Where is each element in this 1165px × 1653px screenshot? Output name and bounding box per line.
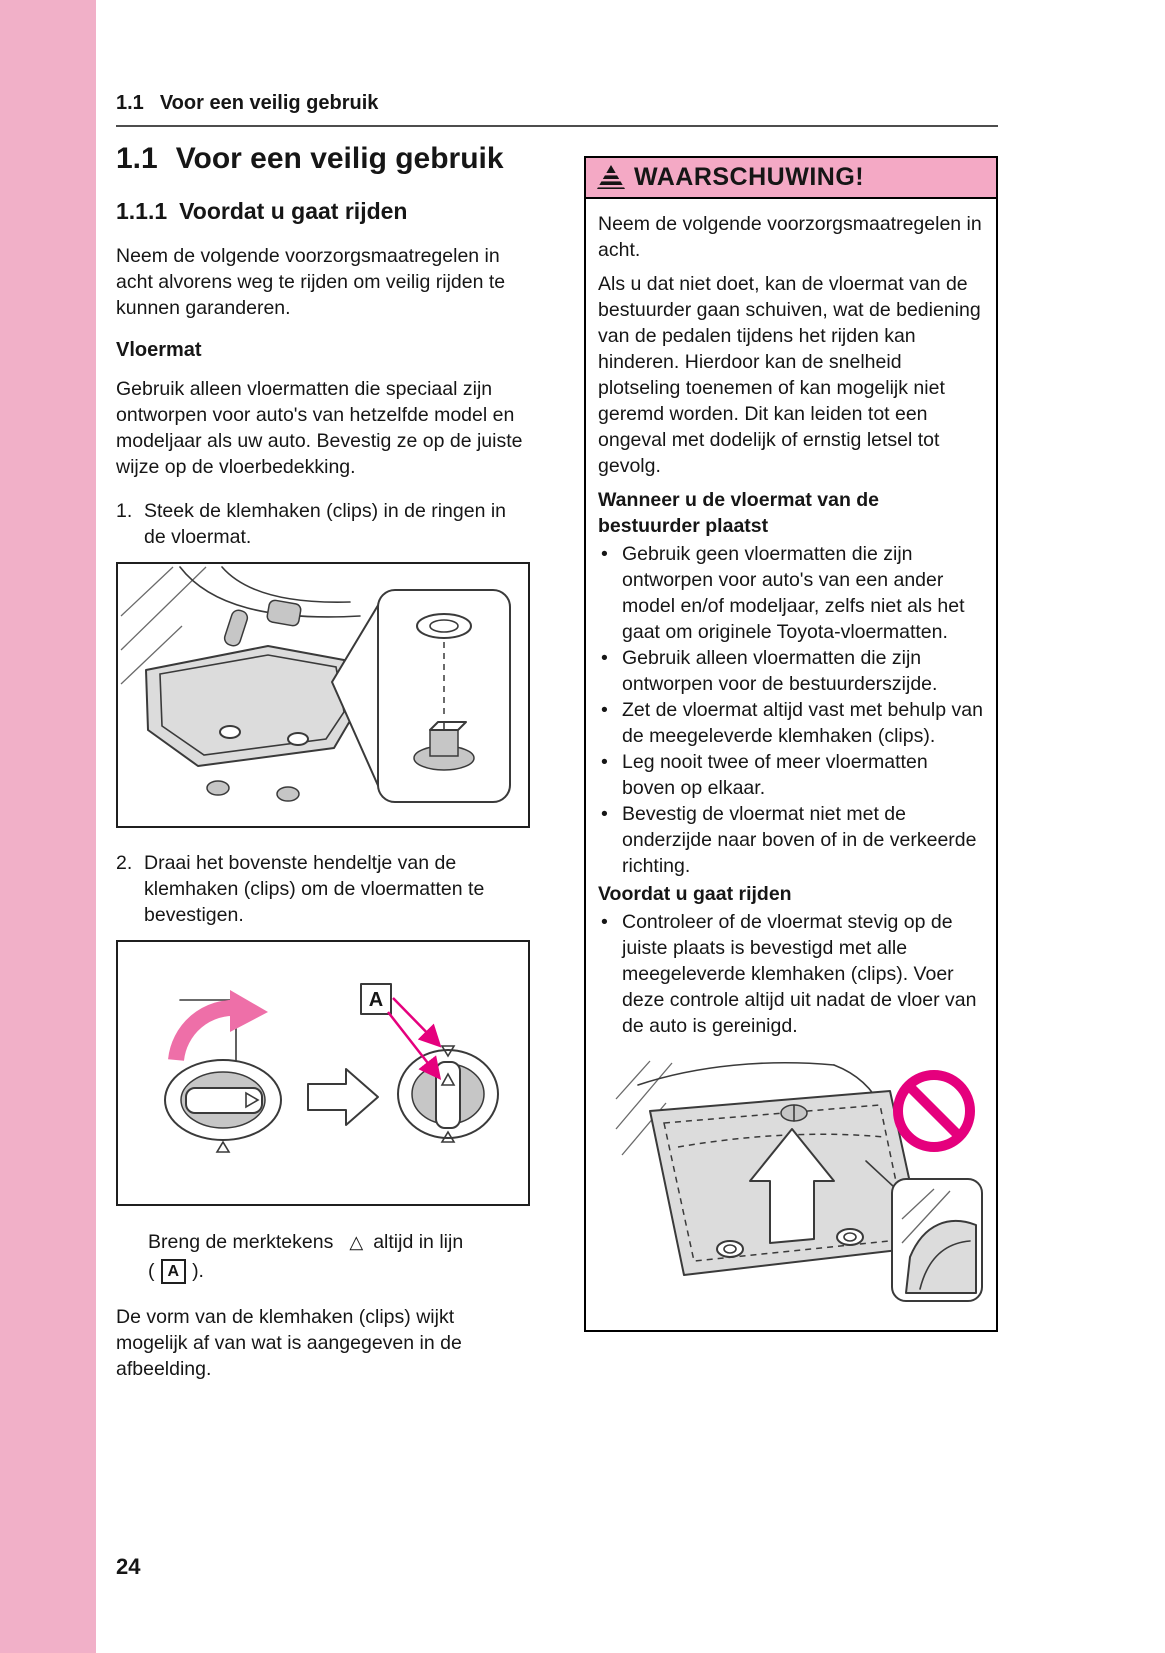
warning-body	[586, 199, 996, 1330]
caption-paren-close: ).	[192, 1260, 204, 1282]
intro-paragraph: Neem de volgende voorzorgsmaatregelen in acht alvorens weg te rijden om veilig rijden te kunnen garanderen.	[116, 245, 506, 319]
bullet-marker: •	[601, 803, 608, 825]
alignment-caption	[148, 1228, 530, 1286]
pink-edge-stripe	[0, 0, 96, 1653]
floor-clip-1	[207, 781, 229, 795]
right-column	[584, 156, 998, 1332]
floor-clip-2	[277, 787, 299, 801]
alignment-caption-line2	[148, 1257, 530, 1286]
bullet-marker: •	[601, 647, 608, 669]
triangle-mark-glyph: △	[349, 1232, 364, 1252]
running-header-number: 1.1	[116, 92, 144, 114]
figure-clip-rotation	[116, 940, 530, 1206]
mat-prohibition-illustration	[598, 1051, 986, 1309]
caption-paren-open: (	[148, 1260, 155, 1282]
running-header-text: Voor een veilig gebruik	[159, 92, 379, 114]
label-a-ref: A	[161, 1259, 187, 1284]
bullet-text: Gebruik alleen vloermatten die zijn ontworpen voor de bestuurderszijde.	[622, 647, 938, 695]
step-1-text: Steek de klemhaken (clips) in de ringen in de vloermat.	[144, 500, 507, 548]
figure-mat-prohibition	[598, 1051, 986, 1314]
clip-before-lever	[186, 1088, 262, 1113]
warning-box	[584, 156, 998, 1332]
warning-subhead-1: Wanneer u de vloermat van de bestuurder plaatst	[598, 489, 880, 537]
zoom-wedge	[332, 602, 380, 790]
section-title	[116, 142, 530, 176]
bullet-text: Bevestig de vloermat niet met de onderzijde naar boven of in de verkeerde richting.	[622, 803, 977, 877]
floormat-clips-illustration	[118, 564, 528, 826]
caption-mid: altijd in lijn	[373, 1231, 464, 1253]
mat-ring-a	[717, 1241, 743, 1257]
closing-paragraph: De vorm van de klemhaken (clips) wijkt mogelijk af van wat is aangegeven in de afbeelding.	[116, 1306, 462, 1380]
mat-ring-b	[837, 1229, 863, 1245]
step-2-text: Draai het bovenste hendeltje van de klemhaken (clips) om de vloermatten te bevestigen.	[144, 852, 485, 926]
label-a-text: A	[368, 989, 384, 1011]
label-a-arrow-1	[393, 998, 438, 1044]
bullet-marker: •	[601, 751, 608, 773]
vloermat-paragraph: Gebruik alleen vloermatten die speciaal zijn ontworpen voor auto's van hetzelfde model en modeljaar als uw auto. Bevestig ze op de juiste wijze op de vloerbedekking.	[116, 378, 523, 478]
warning-title: WAARSCHUWING!	[634, 163, 865, 191]
mat-ring-1	[220, 726, 240, 738]
transition-arrow	[308, 1069, 378, 1125]
subsection-title-text: Voordat u gaat rijden	[179, 198, 408, 224]
bullet-text: Gebruik geen vloermatten die zijn ontworpen voor auto's van een ander model en/of modeljaar, zelfs niet als het gaat om originele Toyota-vloermatten.	[622, 543, 965, 643]
warning-paragraph-1: Neem de volgende voorzorgsmaatregelen in acht.	[598, 213, 982, 261]
ring-mark-before	[217, 1142, 229, 1152]
clip-top	[430, 722, 466, 730]
subsection-number: 1.1.1	[116, 198, 168, 224]
warning-bullet	[598, 697, 984, 749]
page-number: 24	[116, 1554, 141, 1579]
warning-triangle-icon	[596, 164, 626, 191]
step-2-number: 2.	[116, 852, 133, 874]
running-header	[116, 92, 998, 127]
bullet-marker: •	[601, 543, 608, 565]
warning-bullet	[598, 541, 984, 645]
section-number: 1.1	[116, 142, 158, 175]
bullet-text: Leg nooit twee of meer vloermatten boven op elkaar.	[622, 751, 928, 799]
rotation-arrow-head	[230, 990, 268, 1032]
bullet-marker: •	[601, 699, 608, 721]
alignment-caption-line1	[148, 1228, 530, 1257]
warning-header	[586, 158, 996, 199]
rotation-arrow	[176, 1008, 238, 1060]
warning-bullet	[598, 749, 984, 801]
step-1-number: 1.	[116, 500, 133, 522]
warning-subhead-2: Voordat u gaat rijden	[598, 883, 792, 905]
warning-bullet	[598, 801, 984, 879]
left-column	[116, 142, 530, 1400]
section-title-text: Voor een veilig gebruik	[175, 142, 504, 175]
caption-pre: Breng de merktekens	[148, 1231, 334, 1253]
warning-bullet	[598, 909, 984, 1039]
warning-bullet	[598, 645, 984, 697]
vloermat-heading: Vloermat	[116, 339, 202, 361]
subsection-title	[116, 198, 530, 225]
accelerator-pedal	[223, 608, 249, 647]
prohibition-icon	[898, 1075, 970, 1147]
step-1	[116, 498, 530, 550]
clip-rotation-illustration	[118, 942, 528, 1204]
warning-paragraph-2: Als u dat niet doet, kan de vloermat van de bestuurder gaan schuiven, wat de bediening van de pedalen tijdens het rijden kan hinderen. Hierdoor kan de snelheid plotseling toenemen of kan mogelijk niet geremd worden. Dit kan leiden tot een ongeval met dodelijk of ernstig letsel tot gevolg.	[598, 273, 981, 477]
clip-after-lever	[436, 1062, 460, 1128]
brake-pedal	[266, 599, 301, 626]
figure-floormat-clips	[116, 562, 530, 828]
bullet-text: Zet de vloermat altijd vast met behulp van de meegeleverde klemhaken (clips).	[622, 699, 983, 747]
mat-ring-2	[288, 733, 308, 745]
bullet-marker: •	[601, 911, 608, 933]
clip-body	[430, 730, 458, 756]
bullet-text: Controleer of de vloermat stevig op de juiste plaats is bevestigd met alle meegeleverde klemhaken (clips). Voer deze controle altijd uit nadat de vloer van de auto is gereinigd.	[622, 911, 977, 1037]
step-2	[116, 850, 530, 928]
